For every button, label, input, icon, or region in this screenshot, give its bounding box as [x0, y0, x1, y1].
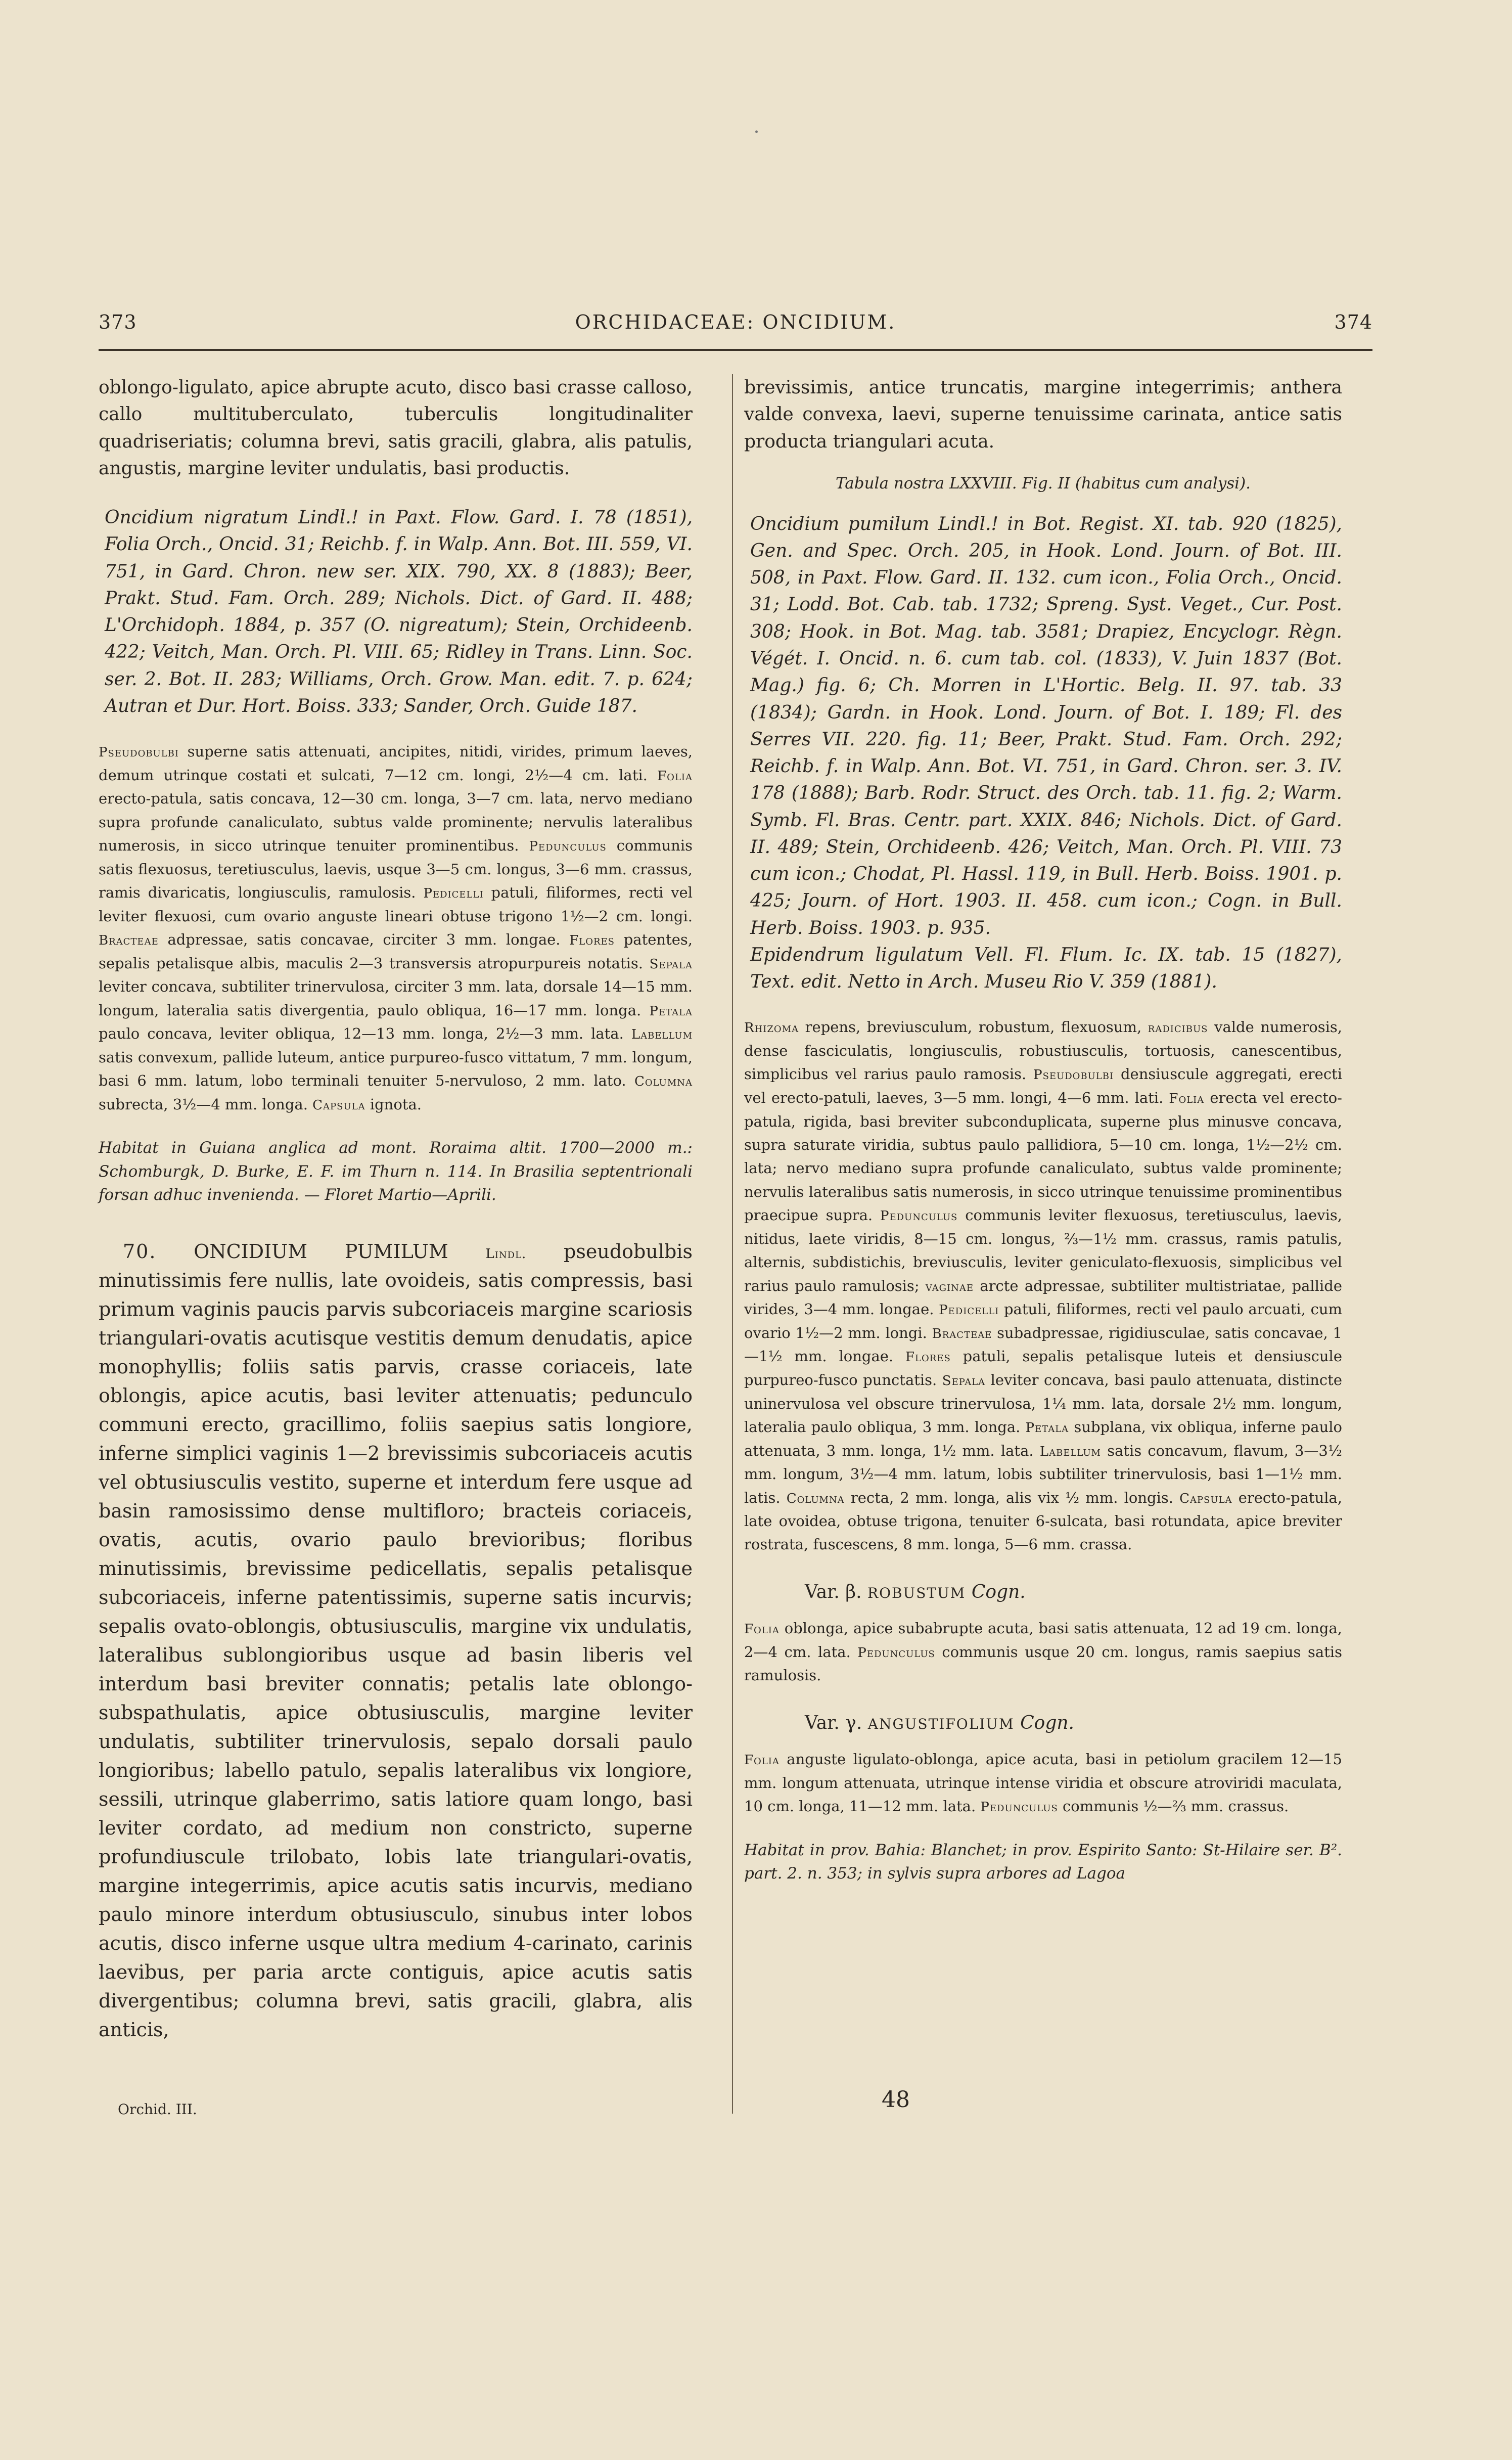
- term-small-caps: Folia: [744, 1622, 780, 1637]
- term-text: communis satis flexuosus, teretiusculus, laevis, usque 3—5 cm. longus, 3—6 mm. crassus, ramis divaricatis, longiusculis, ramulosis.: [99, 837, 693, 902]
- description-continuation: oblongo-ligulato, apice abrupte acuto, disco basi crasse calloso, callo multituberculato, tuberculis longitudinaliter quadriseriatis; columna brevi, satis gracili, glabra, alis patulis, angustis, margine leviter undulatis, basi productis.: [99, 377, 693, 479]
- term-small-caps: Pedicelli: [939, 1303, 999, 1318]
- variety-beta-description: [744, 1617, 1342, 1687]
- term-text: anguste ligulato-oblonga, apice acuta, basi in petiolum gracilem 12—15 mm. longum attenuata, utrinque intense viridia et obscure atroviridi maculata, 10 cm. longa, 11—12 mm. lata.: [744, 1750, 1342, 1815]
- right-column: [744, 374, 1342, 1898]
- species-name: ONCIDIUM PUMILUM: [194, 1240, 448, 1263]
- variety-gamma-heading: [805, 1710, 1342, 1736]
- tabula-reference: Tabula nostra LXXVIII. Fig. II (habitus cum analysi).: [835, 474, 1251, 493]
- term-small-caps: Pedunculus: [857, 1645, 935, 1661]
- term-small-caps: Petala: [649, 1003, 693, 1019]
- description-detail-nigratum: [99, 740, 693, 1116]
- term-text: superne satis attenuati, ancipites, nitidi, virides, primum laeves, demum utrinque costati et sulcati, 7—12 cm. longi, 2½—4 cm. lati.: [99, 743, 693, 784]
- variety-name: ANGUSTIFOLIUM: [867, 1715, 1015, 1732]
- term-text: patuli, filiformes, recti vel leviter flexuosi, cum ovario anguste lineari obtuse trigono 1½—2 cm. longi.: [99, 884, 693, 925]
- term-small-caps: Pseudobulbi: [1033, 1067, 1114, 1083]
- term-text: subrecta, 3½—4 mm. longa.: [99, 1095, 313, 1113]
- term-small-caps: Pseudobulbi: [99, 745, 179, 761]
- term-text: communis leviter flexuosus, teretiusculus, laevis, nitidus, laete viridis, 8—15 cm. longus, ⅔—1½ mm. crassus, ramis patulis, alternis, subdistichis, breviusculis, leviter geniculato-flexuosis, simplicibus vel rarius paulo ramulosis;: [744, 1206, 1342, 1294]
- term-text: paulo concava, leviter obliqua, 12—13 mm. longa, 2½—3 mm. lata.: [99, 1025, 631, 1043]
- term-text: erecto-patula, satis concava, 12—30 cm. longa, 3—7 cm. lata, nervo mediano supra profunde canaliculato, subtus valde prominente; nervulis lateralibus numerosis, in sicco utrinque tenuiter prominentibus.: [99, 790, 693, 855]
- species-heading-pumilum: [99, 1237, 693, 2044]
- term-small-caps: radicibus: [1148, 1020, 1208, 1036]
- term-small-caps: Rhizoma: [744, 1020, 799, 1036]
- description-detail-pumilum: [744, 1015, 1342, 1556]
- term-small-caps: Sepala: [649, 956, 693, 972]
- term-small-caps: Labellum: [631, 1027, 693, 1043]
- variety-beta-heading: [805, 1579, 1342, 1605]
- term-text: recta, 2 mm. longa, alis vix ½ mm. longis.: [844, 1489, 1180, 1506]
- term-text: erecta vel erecto-patula, rigida, basi breviter subconduplicata, superne plus minusve concava, supra saturate viridia, subtus paulo pallidiora, 5—10 cm. longa, 1½—2½ cm. lata; nervo mediano supra profunde canaliculato, subtus valde prominente; nervulis lateralibus satis numerosis, in sicco utrinque tenuissime prominentibus praecipue supra.: [744, 1089, 1342, 1224]
- term-small-caps: Folia: [1169, 1091, 1205, 1107]
- term-text: patentes, sepalis petalisque albis, maculis 2—3 transversis atropurpureis notatis.: [99, 931, 693, 972]
- term-small-caps: Columna: [634, 1074, 693, 1090]
- term-text: oblonga, apice subabrupte acuta, basi satis attenuata, 12 ad 19 cm. longa, 2—4 cm. lata.: [744, 1620, 1342, 1661]
- citation-epidendrum-ligulatum: Epidendrum ligulatum Vell. Fl. Flum. Ic. IX. tab. 15 (1827), Text. edit. Netto in Arch. Museu Rio V. 359 (1881).: [750, 944, 1342, 993]
- term-text: satis concavum, flavum, 3—3½ mm. longum, 3½—4 mm. latum, lobis subtiliter trinervulosis, basi 1—1½ mm. latis.: [744, 1442, 1342, 1506]
- term-text: ignota.: [365, 1095, 422, 1113]
- variety-authority: Cogn.: [971, 1581, 1026, 1602]
- term-small-caps: Sepala: [942, 1373, 986, 1389]
- term-small-caps: Folia: [657, 768, 693, 784]
- term-small-caps: Bracteae: [99, 933, 159, 949]
- left-column: [99, 374, 693, 2056]
- running-header: [99, 311, 1372, 346]
- variety-authority: Cogn.: [1020, 1712, 1074, 1733]
- term-small-caps: Pedunculus: [880, 1209, 958, 1224]
- term-text: patuli, filiformes, recti vel paulo arcuati, cum ovario 1½—2 mm. longi.: [744, 1301, 1342, 1341]
- term-small-caps: Petala: [1025, 1420, 1069, 1436]
- species-number: 70.: [123, 1240, 157, 1263]
- sheet-number: 48: [882, 2087, 910, 2113]
- species-authority: Lindl.: [485, 1246, 527, 1262]
- term-text: leviter concava, basi paulo attenuata, distincte uninervulosa vel obscure trinervulosa, 1¼ mm. lata, dorsale 2½ mm. longum, lateralia paulo obliqua, 3 mm. longa.: [744, 1371, 1342, 1436]
- term-text: subadpressae, rigidiusculae, satis concavae, 1—1½ mm. longae.: [744, 1324, 1343, 1365]
- column-divider: [732, 374, 733, 2114]
- running-title: ORCHIDACEAE: ONCIDIUM.: [575, 311, 896, 333]
- term-text: subplana, vix obliqua, inferne paulo attenuata, 3 mm. longa, 1½ mm. lata.: [744, 1418, 1342, 1459]
- term-text: communis usque 20 cm. longus, ramis saepius satis ramulosis.: [744, 1643, 1342, 1684]
- term-small-caps: Capsula: [312, 1097, 365, 1113]
- term-text: erecto-patula, late ovoidea, obtuse trigona, tenuiter 6-sulcata, basi rotundata, apice breviter rostrata, fuscescens, 8 mm. longa, 5—6 mm. crassa.: [744, 1489, 1343, 1553]
- header-rule: [99, 349, 1372, 351]
- term-text: satis convexum, pallide luteum, antice purpureo-fusco vittatum, 7 mm. longum, basi 6 mm. latum, lobo terminali tenuiter 5-nervuloso, 2 mm. lato.: [99, 1048, 693, 1090]
- term-small-caps: Folia: [744, 1752, 780, 1768]
- term-small-caps: Bracteae: [932, 1326, 992, 1341]
- signature-mark: Orchid. III.: [118, 2101, 197, 2118]
- term-small-caps: Pedunculus: [980, 1799, 1058, 1815]
- term-text: repens, breviusculum, robustum, flexuosum,: [799, 1018, 1148, 1036]
- term-small-caps: Labellum: [1039, 1444, 1101, 1459]
- species-diagnosis: pseudobulbis minutissimis fere nullis, late ovoideis, satis compressis, basi primum vaginis paucis parvis subcoriaceis margine scariosis triangulari-ovatis acutisque vestitis demum denudatis, apice monophyllis; foliis satis parvis, crasse coriaceis, late oblongis, apice acutis, basi leviter attenuatis; pedunculo communi erecto, gracillimo, foliis saepius satis longiore, inferne simplici vaginis 1—2 brevissimis subcoriaceis acutis vel obtusiusculis vestito, superne et interdum fere usque ad basin ramosissimo dense multifloro; bracteis coriaceis, ovatis, acutis, ovario paulo brevioribus; floribus minutissimis, brevissime pedicellatis, sepalis petalisque subcoriaceis, inferne patentissimis, superne satis incurvis; sepalis ovato-oblongis, obtusiusculis, margine vix undulatis, lateralibus sublongioribus usque ad basin liberis vel interdum basi breviter connatis; petalis late oblongo-subspathulatis, apice obtusiusculis, margine leviter undulatis, subtiliter trinervulosis, sepalo dorsali paulo longioribus; labello patulo, sepalis lateralibus vix longiore, sessili, utrinque glaberrimo, satis latiore quam longo, basi leviter cordato, ad medium non constricto, superne profundiuscule trilobato, lobis late triangulari-ovatis, margine integerrimis, apice acutis satis incurvis, mediano paulo minore interdum obtusiusculo, sinubus inter lobos acutis, disco inferne usque ultra medium 4-carinato, carinis laevibus, per paria arcte contiguis, apice acutis satis divergentibus; columna brevi, satis gracili, glabra, alis anticis,: [99, 1240, 693, 2041]
- term-text: communis ½—⅔ mm. crassus.: [1058, 1797, 1289, 1815]
- variety-label: Var. γ.: [805, 1712, 862, 1733]
- term-small-caps: Flores: [569, 933, 615, 949]
- description-continuation-right: brevissimis, antice truncatis, margine integerrimis; anthera valde convexa, laevi, superne tenuissime carinata, antice satis producta triangulari acuta.: [744, 377, 1342, 452]
- term-text: densiuscule aggregati, erecti vel erecto-patuli, laeves, 3—5 mm. longi, 4—6 mm. lati.: [744, 1065, 1342, 1107]
- habitat-nigratum: Habitat in Guiana anglica ad mont. Roraima altit. 1700—2000 m.: Schomburgk, D. Burke, E. F. im Thurn n. 114. In Brasilia septentrionali forsan adhuc invenienda. — Floret Martio—Aprili.: [99, 1139, 693, 1204]
- citation-oncidium-nigratum: Oncidium nigratum Lindl.! in Paxt. Flow. Gard. I. 78 (1851), Folia Orch., Oncid. 31; Reichb. f. in Walp. Ann. Bot. III. 559, VI. 751, in Gard. Chron. new ser. XIX. 790, XX. 8 (1883); Beer, Prakt. Stud. Fam. Orch. 289; Nichols. Dict. of Gard. II. 488; L'Orchidoph. 1884, p. 357 (O. nigreatum); Stein, Orchideenb. 422; Veitch, Man. Orch. Pl. VIII. 65; Ridley in Trans. Linn. Soc. ser. 2. Bot. II. 283; Williams, Orch. Grow. Man. edit. 7. p. 624; Autran et Dur. Hort. Boiss. 333; Sander, Orch. Guide 187.: [105, 507, 693, 717]
- variety-label: Var. β.: [805, 1581, 862, 1602]
- habitat-pumilum: Habitat in prov. Bahia: Blanchet; in prov. Espirito Santo: St-Hilaire ser. B². part. 2. n. 353; in sylvis supra arbores ad Lagoa: [744, 1841, 1342, 1883]
- page-number-right: 374: [1334, 311, 1372, 333]
- term-small-caps: Pedicelli: [423, 886, 484, 902]
- term-text: patuli, sepalis petalisque luteis et densiuscule purpureo-fusco punctatis.: [744, 1348, 1342, 1389]
- term-small-caps: vaginae: [925, 1279, 974, 1294]
- citation-oncidium-pumilum: Oncidium pumilum Lindl.! in Bot. Regist. XI. tab. 920 (1825), Gen. and Spec. Orch. 205, in Hook. Lond. Journ. of Bot. III. 508, in Paxt. Flow. Gard. II. 132. cum icon., Folia Orch., Oncid. 31; Lodd. Bot. Cab. tab. 1732; Spreng. Syst. Veget., Cur. Post. 308; Hook. in Bot. Mag. tab. 3581; Drapiez, Encyclogr. Règn. Végét. I. Oncid. n. 6. cum tab. col. (1833), V. Juin 1837 (Bot. Mag.) fig. 6; Ch. Morren in L'Hortic. Belg. II. 97. tab. 33 (1834); Gardn. in Hook. Lond. Journ. of Bot. I. 189; Fl. des Serres VII. 220. fig. 11; Beer, Prakt. Stud. Fam. Orch. 292; Reichb. f. in Walp. Ann. Bot. VI. 751, in Gard. Chron. ser. 3. IV. 178 (1888); Barb. Rodr. Struct. des Orch. tab. 11. fig. 2; Warm. Symb. Fl. Bras. Centr. part. XXIX. 846; Nichols. Dict. of Gard. II. 489; Stein, Orchideenb. 426; Veitch, Man. Orch. Pl. VIII. 73 cum icon.; Chodat, Pl. Hassl. 119, in Bull. Herb. Boiss. 1901. p. 425; Journ. of Hort. 1903. II. 458. cum icon.; Cogn. in Bull. Herb. Boiss. 1903. p. 935.: [750, 513, 1342, 938]
- paper-speck: [755, 130, 758, 133]
- term-small-caps: Pedunculus: [529, 839, 607, 855]
- term-text: adpressae, satis concavae, circiter 3 mm. longae.: [158, 931, 570, 949]
- term-small-caps: Capsula: [1179, 1491, 1232, 1506]
- term-small-caps: Flores: [905, 1350, 951, 1365]
- variety-gamma-description: [744, 1748, 1342, 1818]
- page-number-left: 373: [99, 311, 137, 333]
- term-text: valde numerosis, dense fasciculatis, longiusculis, robustiusculis, tortuosis, canescentibus, simplicibus vel rarius paulo ramosis.: [744, 1018, 1342, 1083]
- variety-name: ROBUSTUM: [867, 1584, 966, 1601]
- term-text: arcte adpressae, subtiliter multistriatae, pallide virides, 3—4 mm. longae.: [744, 1277, 1342, 1318]
- term-text: leviter concava, subtiliter trinervulosa, circiter 3 mm. lata, dorsale 14—15 mm. longum, lateralia satis divergentia, paulo obliqua, 16—17 mm. longa.: [99, 978, 693, 1019]
- term-small-caps: Columna: [786, 1491, 845, 1506]
